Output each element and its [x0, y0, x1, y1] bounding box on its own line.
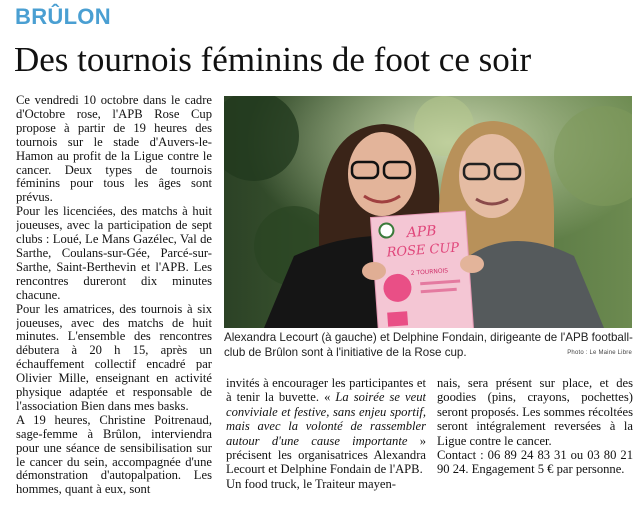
article-headline: Des tournois féminins de foot ce soir	[14, 40, 532, 79]
body-column-3	[437, 376, 633, 510]
body-column-2	[226, 376, 426, 510]
photo-illustration	[224, 96, 632, 328]
poster-text: 2 TOURNOIS	[410, 267, 449, 277]
photo-caption: Alexandra Lecourt (à gauche) et Delphine Fondain, dirigeante de l'APB football-club de Brûlon sont à l'initiative de la Rose cup.	[224, 331, 633, 359]
paragraph-text: invités à encourager les participantes et à tenir la buvette.	[226, 376, 426, 405]
contact-paragraph: Contact : 06 89 24 83 31 ou 03 80 21 90 24. Engagement 5 € par personne.	[437, 448, 633, 477]
paragraph: Pour les amatrices, des tournois à six joueuses, avec des matchs de huit minutes. L'ensemble des rencontres débutera à 20 h 15, après un échauffement collectif encadré par Olivier Mille, enseignant en activité physique adaptée et responsable de l'association Bien dans mes basks.	[16, 301, 212, 413]
paragraph	[226, 376, 426, 477]
paragraph: Pour les licenciées, des matchs à huit joueuses, avec la participation de sept clubs : Loué, Le Mans Gazélec, Val de Sarthe, Coulans-sur-Gée, Parcé-sur-Sarthe, Saint-Berthevin et l'APB. Les rencontres dureront dix minutes chacune.	[16, 204, 212, 302]
paragraph: Un food truck, le Traiteur mayen-	[226, 476, 396, 491]
paragraph: nais, sera présent sur place, et des goodies (pins, crayons, pochettes) seront proposés. Les sommes récoltées seront intégralement reversées à la Ligue contre le cancer.	[437, 376, 633, 448]
section-kicker: BRÛLON	[15, 4, 111, 29]
quote-text: La soirée se veut conviviale et festive, sans enjeu sportif, mais avec la volonté de rassembler autour d'une cause importante	[226, 390, 426, 448]
body-column-1	[16, 94, 212, 508]
poster-subtitle: ROSE CUP	[386, 240, 460, 261]
quote-attribution: » précisent les organisatrices Alexandra Lecourt et Delphine Fondain de l'APB.	[226, 433, 426, 477]
quote-mark: «	[319, 390, 336, 405]
paragraph: Ce vendredi 10 octobre dans le cadre d'Octobre rose, l'APB Rose Cup propose à partir de 19 heures des tournois sur le stade d'Auvers-le-Hamon au profit de la Ligue contre le cancer. Deux types de tournois féminins pour tous les âges sont prévus.	[16, 94, 212, 205]
paragraph: A 19 heures, Christine Poitrenaud, sage-femme à Brûlon, interviendra pour une séance de sensibilisation sur le cancer du sein, accompagnée d'une démonstration d'autopalpation. Les hommes, quant à eux, sont	[16, 412, 212, 497]
photo-credit: Photo : Le Maine Libre	[567, 350, 632, 356]
article-photo	[224, 96, 632, 328]
poster-title: APB	[406, 223, 438, 242]
